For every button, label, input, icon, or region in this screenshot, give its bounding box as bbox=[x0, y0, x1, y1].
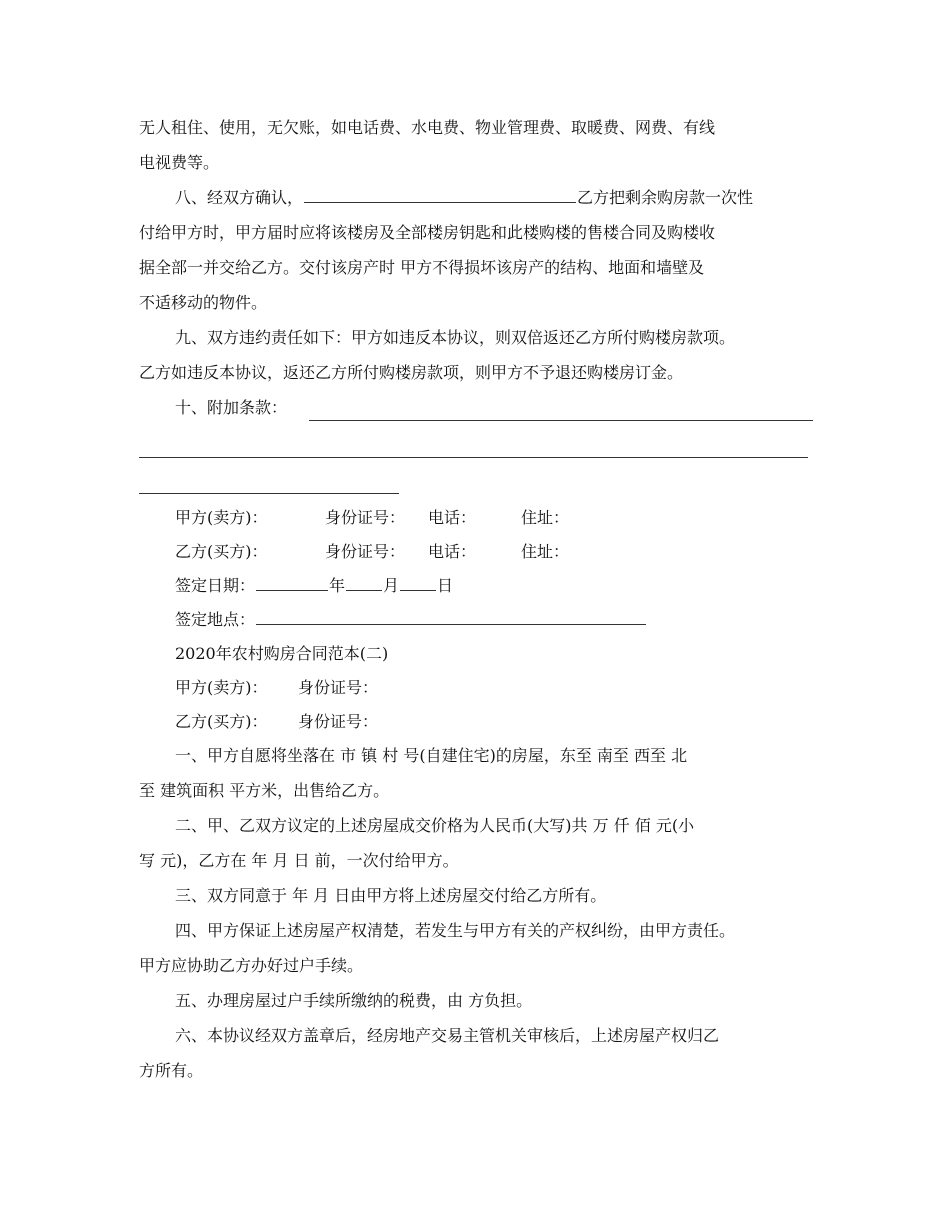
s2-buyer-id-label: 身份证号： bbox=[298, 712, 379, 731]
seller-id-label: 身份证号： bbox=[325, 508, 406, 527]
day-label: 日 bbox=[437, 576, 454, 595]
paragraph-line: 甲方应协助乙方办好过户手续。 bbox=[139, 956, 364, 975]
clause-ten-label: 十、附加条款： bbox=[175, 398, 288, 417]
paragraph-line: 方所有。 bbox=[139, 1061, 204, 1080]
blank-underline bbox=[139, 457, 808, 458]
clause-six-line: 六、本协议经双方盖章后，经房地产交易主管机关审核后，上述房屋产权归乙 bbox=[175, 1026, 720, 1045]
sign-date-line bbox=[175, 576, 453, 596]
clause-nine-line: 九、双方违约责任如下：甲方如违反本协议，则双倍返还乙方所付购楼房款项。 bbox=[175, 328, 736, 347]
paragraph-line: 付给甲方时，甲方届时应将该楼房及全部楼房钥匙和此楼购楼的售楼合同及购楼收 bbox=[139, 223, 716, 242]
month-label: 月 bbox=[383, 576, 400, 595]
clause-three-line: 三、双方同意于 年 月 日由甲方将上述房屋交付给乙方所有。 bbox=[175, 886, 607, 905]
clause-eight-lead: 八、经双方确认， bbox=[175, 188, 304, 207]
section-title: 2020年农村购房合同范本(二) bbox=[175, 644, 389, 663]
s2-seller-id-label: 身份证号： bbox=[298, 678, 379, 697]
blank-underline bbox=[400, 576, 436, 591]
paragraph-line: 据全部一并交给乙方。交付该房产时 甲方不得损坏该房产的结构、地面和墙壁及 bbox=[139, 258, 705, 277]
paragraph-line: 电视费等。 bbox=[139, 153, 220, 172]
clause-one-line: 一、甲方自愿将坐落在 市 镇 村 号(自建住宅)的房屋，东至 南至 西至 北 bbox=[175, 746, 688, 765]
buyer-id-label: 身份证号： bbox=[325, 542, 406, 561]
clause-two-line: 二、甲、乙双方议定的上述房屋成交价格为人民币(大写)共 万 仟 佰 元(小 bbox=[175, 816, 695, 835]
sign-date-label: 签定日期： bbox=[175, 576, 256, 595]
paragraph-line: 无人租住、使用，无欠账，如电话费、水电费、物业管理费、取暖费、网费、有线 bbox=[139, 118, 716, 137]
clause-five-line: 五、办理房屋过户手续所缴纳的税费，由 方负担。 bbox=[175, 991, 533, 1010]
s2-buyer-label: 乙方(买方)： bbox=[175, 712, 268, 731]
paragraph-line: 乙方如违反本协议，返还乙方所付购楼房款项，则甲方不予退还购楼房订金。 bbox=[139, 363, 684, 382]
clause-eight-tail: 乙方把剩余购房款一次性 bbox=[577, 188, 754, 207]
s2-seller-label: 甲方(卖方)： bbox=[175, 678, 268, 697]
blank-underline bbox=[346, 576, 382, 591]
buyer-phone-label: 电话： bbox=[428, 542, 477, 561]
blank-underline bbox=[304, 188, 576, 203]
clause-eight-line bbox=[175, 188, 753, 208]
paragraph-line: 写 元)，乙方在 年 月 日 前，一次付给甲方。 bbox=[139, 851, 459, 870]
blank-underline bbox=[309, 420, 813, 421]
blank-underline bbox=[256, 610, 646, 625]
blank-underline bbox=[139, 493, 399, 494]
seller-address-label: 住址： bbox=[521, 508, 570, 527]
clause-four-line: 四、甲方保证上述房屋产权清楚，若发生与甲方有关的产权纠纷，由甲方责任。 bbox=[175, 921, 736, 940]
year-label: 年 bbox=[329, 576, 346, 595]
paragraph-line: 至 建筑面积 平方米，出售给乙方。 bbox=[139, 781, 390, 800]
buyer-address-label: 住址： bbox=[521, 542, 570, 561]
sign-place-line bbox=[175, 610, 647, 630]
seller-phone-label: 电话： bbox=[428, 508, 477, 527]
blank-underline bbox=[256, 576, 328, 591]
seller-label: 甲方(卖方)： bbox=[175, 508, 268, 527]
paragraph-line: 不适移动的物件。 bbox=[139, 293, 268, 312]
buyer-label: 乙方(买方)： bbox=[175, 542, 268, 561]
sign-place-label: 签定地点： bbox=[175, 610, 256, 629]
